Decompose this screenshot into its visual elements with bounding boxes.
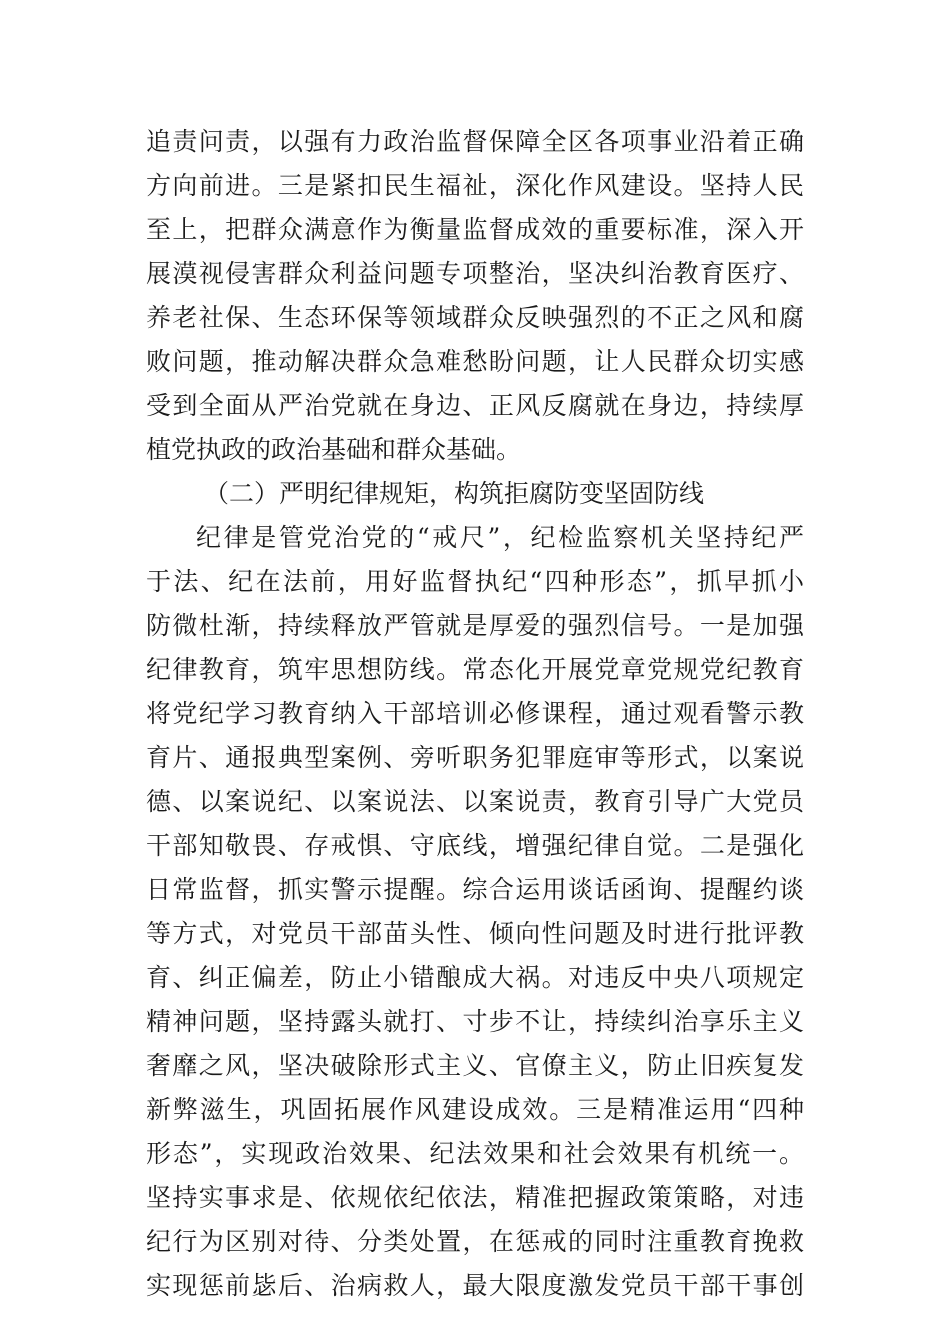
paragraph-line: 展漠视侵害群众利益问题专项整治，坚决纠治教育医疗、 bbox=[146, 259, 804, 288]
paragraph-line: 奢靡之风，坚决破除形式主义、官僚主义，防止旧疾复发 bbox=[146, 1051, 804, 1080]
paragraph-line: 追责问责，以强有力政治监督保障全区各项事业沿着正确 bbox=[146, 127, 804, 156]
paragraph-line: 育、纠正偏差，防止小错酿成大祸。对违反中央八项规定 bbox=[146, 963, 804, 992]
paragraph-line: 德、以案说纪、以案说法、以案说责，教育引导广大党员 bbox=[146, 787, 804, 816]
paragraph-line: 形态”，实现政治效果、纪法效果和社会效果有机统一。 bbox=[146, 1139, 804, 1168]
paragraph-line: 至上，把群众满意作为衡量监督成效的重要标准，深入开 bbox=[146, 215, 804, 244]
paragraph-line: 干部知敬畏、存戒惧、守底线，增强纪律自觉。二是强化 bbox=[146, 831, 804, 860]
section-heading-2: （二）严明纪律规矩，构筑拒腐防变坚固防线 bbox=[204, 479, 705, 508]
paragraph-line: 败问题，推动解决群众急难愁盼问题，让人民群众切实感 bbox=[146, 347, 804, 376]
paragraph-line: 坚持实事求是、依规依纪依法，精准把握政策策略，对违 bbox=[146, 1183, 804, 1212]
paragraph-line: 防微杜渐，持续释放严管就是厚爱的强烈信号。一是加强 bbox=[146, 611, 804, 640]
paragraph-line: 精神问题，坚持露头就打、寸步不让，持续纠治享乐主义 bbox=[146, 1007, 804, 1036]
paragraph-line: 于法、纪在法前，用好监督执纪“四种形态”，抓早抓小 bbox=[146, 567, 804, 596]
paragraph-line: 养老社保、生态环保等领域群众反映强烈的不正之风和腐 bbox=[146, 303, 804, 332]
paragraph-line: 将党纪学习教育纳入干部培训必修课程，通过观看警示教 bbox=[146, 699, 804, 728]
paragraph-line: 纪律是管党治党的“戒尺”，纪检监察机关坚持纪严 bbox=[196, 523, 804, 552]
paragraph-line: 新弊滋生，巩固拓展作风建设成效。三是精准运用“四种 bbox=[146, 1095, 804, 1124]
paragraph-line: 育片、通报典型案例、旁听职务犯罪庭审等形式，以案说 bbox=[146, 743, 804, 772]
paragraph-line: 等方式，对党员干部苗头性、倾向性问题及时进行批评教 bbox=[146, 919, 804, 948]
paragraph-line: 受到全面从严治党就在身边、正风反腐就在身边，持续厚 bbox=[146, 391, 804, 420]
paragraph-line: 纪行为区别对待、分类处置，在惩戒的同时注重教育挽救 bbox=[146, 1227, 804, 1256]
paragraph-line: 纪律教育，筑牢思想防线。常态化开展党章党规党纪教育 bbox=[146, 655, 804, 684]
paragraph-line: 植党执政的政治基础和群众基础。 bbox=[146, 435, 522, 464]
paragraph-line: 方向前进。三是紧扣民生福祉，深化作风建设。坚持人民 bbox=[146, 171, 804, 200]
paragraph-line: 日常监督，抓实警示提醒。综合运用谈话函询、提醒约谈 bbox=[146, 875, 804, 904]
paragraph-line: 实现惩前毖后、治病救人，最大限度激发党员干部干事创 bbox=[146, 1271, 804, 1300]
